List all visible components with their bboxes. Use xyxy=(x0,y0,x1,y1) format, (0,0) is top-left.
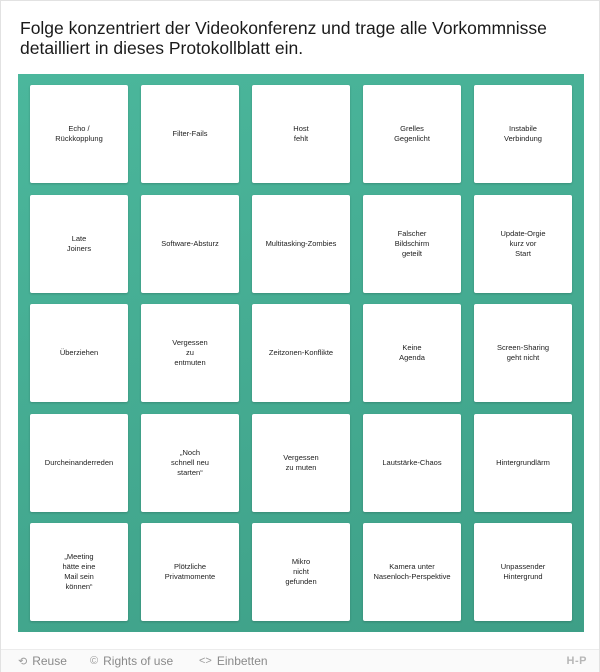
bingo-cell-label: Echo / Rückkopplung xyxy=(55,124,103,143)
bingo-grid xyxy=(30,85,572,621)
h5p-logo[interactable]: H-P xyxy=(566,655,587,667)
bingo-cell[interactable] xyxy=(30,414,128,512)
rights-of-use-button[interactable] xyxy=(90,654,173,668)
rights-of-use-label: Rights of use xyxy=(103,654,174,668)
bingo-cell-label: Vergessen zu entmuten xyxy=(172,338,208,367)
bingo-cell-label: „Meeting hätte eine Mail sein können“ xyxy=(62,552,96,591)
bingo-cell-label: Mikro nicht gefunden xyxy=(285,557,317,586)
bingo-cell[interactable] xyxy=(30,195,128,293)
bingo-cell[interactable] xyxy=(141,304,239,402)
bingo-cell-label: Durcheinanderreden xyxy=(44,457,114,467)
bingo-cell[interactable] xyxy=(30,85,128,183)
bingo-cell-label: Überziehen xyxy=(59,348,99,357)
bingo-cell[interactable] xyxy=(252,304,350,402)
page-title: Folge konzentriert der Videokonferenz und trage alle Vorkommnisse detailliert in dieses Protokollblatt ein. xyxy=(20,18,547,58)
bingo-cell[interactable] xyxy=(363,195,461,293)
bingo-cell[interactable] xyxy=(474,195,572,293)
bingo-cell[interactable] xyxy=(363,523,461,621)
bingo-cell[interactable] xyxy=(141,85,239,183)
reuse-icon: ⟲ xyxy=(18,655,28,668)
bingo-cell-label: Update-Orgie kurz vor Start xyxy=(500,228,546,258)
bingo-cell-label: Host fehlt xyxy=(293,124,309,143)
bingo-cell-label: Keine Agenda xyxy=(399,343,425,362)
bingo-cell-label: Kamera unter Nasenloch-Perspektive xyxy=(373,562,451,581)
bingo-cell[interactable] xyxy=(141,523,239,621)
embed-label: Einbetten xyxy=(216,654,268,668)
bingo-cell[interactable] xyxy=(252,414,350,512)
bingo-cell-label: Late Joiners xyxy=(66,233,92,253)
bingo-cell[interactable] xyxy=(30,304,128,402)
bingo-cell[interactable] xyxy=(363,85,461,183)
embed-button[interactable] xyxy=(199,654,268,668)
bingo-cell-label: Unpassender Hintergrund xyxy=(500,562,546,581)
bingo-cell-label: Software-Absturz xyxy=(161,238,219,248)
bingo-cell[interactable] xyxy=(363,414,461,512)
bingo-cell-label: Multitasking-Zombies xyxy=(265,238,337,248)
bingo-board xyxy=(18,74,584,632)
bingo-cell[interactable] xyxy=(252,85,350,183)
bingo-cell[interactable] xyxy=(141,195,239,293)
bingo-cell[interactable] xyxy=(252,523,350,621)
bingo-cell[interactable] xyxy=(141,414,239,512)
bingo-cell-label: Lautstärke-Chaos xyxy=(382,457,442,467)
bingo-cell[interactable] xyxy=(363,304,461,402)
bingo-cell[interactable] xyxy=(30,523,128,621)
bingo-cell[interactable] xyxy=(252,195,350,293)
bingo-cell[interactable] xyxy=(474,523,572,621)
reuse-label: Reuse xyxy=(32,654,67,668)
bingo-cell-label: Hintergrundlärm xyxy=(496,457,550,467)
bingo-cell-label: Instabile Verbindung xyxy=(504,124,542,143)
bingo-cell-label: Screen-Sharing geht nicht xyxy=(496,343,550,362)
bingo-cell[interactable] xyxy=(474,304,572,402)
bingo-cell[interactable] xyxy=(474,85,572,183)
footer-bar xyxy=(1,649,599,672)
bingo-cell-label: Zeitzonen-Konflikte xyxy=(268,348,334,357)
copyright-icon: © xyxy=(90,655,99,667)
bingo-cell-label: Filter-Fails xyxy=(172,129,208,138)
bingo-cell-label: Vergessen zu muten xyxy=(283,452,319,472)
bingo-cell[interactable] xyxy=(474,414,572,512)
bingo-cell-label: Plötzliche Privatmomente xyxy=(164,562,216,581)
bingo-cell-label: Falscher Bildschirm geteilt xyxy=(394,228,430,258)
bingo-cell-label: Grelles Gegenlicht xyxy=(394,124,430,143)
bingo-cell-label: „Noch schnell neu starten“ xyxy=(171,447,209,477)
reuse-button[interactable] xyxy=(18,654,67,668)
embed-icon: <> xyxy=(199,655,212,667)
